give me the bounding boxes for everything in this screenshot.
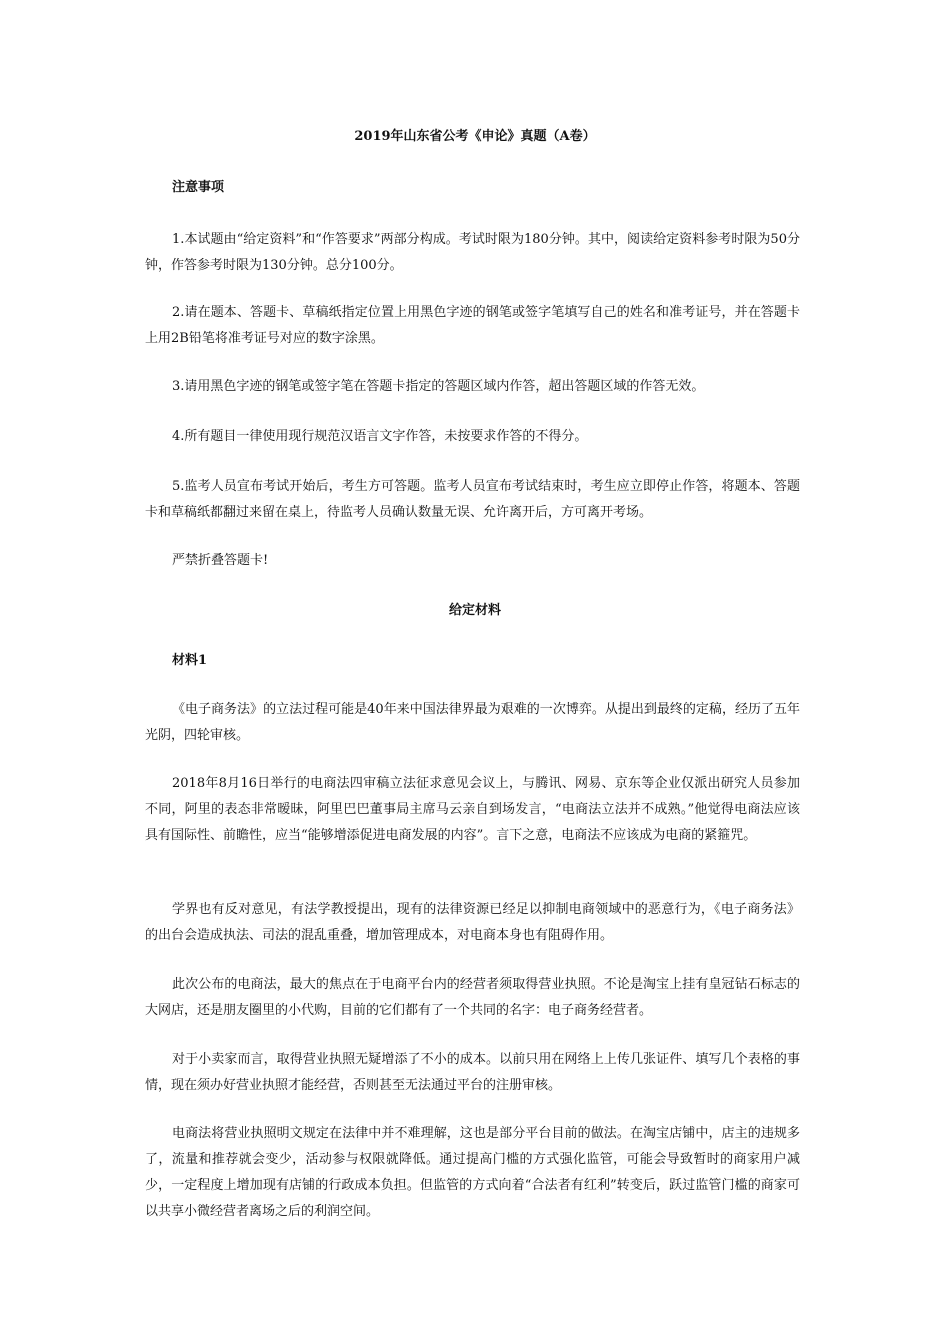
material-1-paragraph-2: 2018年8月16日举行的电商法四审稿立法征求意见会议上，与腾讯、网易、京东等企业仅派出研究人员参加不同，阿里的表态非常暧昧，阿里巴巴董事局主席马云亲自到场发言，“电商法立法并不成熟。”他觉得电商法应该具有国际性、前瞻性，应当“能够增添促进电商发展的内容”。言下之意，电商法不应该成为电商的紧箍咒。 (145, 776, 800, 843)
material-1-heading: 材料1 (172, 653, 208, 668)
notice-item-3: 3.请用黑色字迹的钢笔或签字笔在答题卡指定的答题区域内作答，超出答题区域的作答无效。 (172, 379, 705, 394)
warning-text: 严禁折叠答题卡! (172, 553, 269, 568)
material-1-paragraph-1: 《电子商务法》的立法过程可能是40年来中国法律界最为艰难的一次博弈。从提出到最终的定稿，经历了五年光阴，四轮审核。 (145, 702, 800, 743)
material-1-paragraph-4: 此次公布的电商法，最大的焦点在于电商平台内的经营者须取得营业执照。不论是淘宝上挂有皇冠钻石标志的大网店，还是朋友圈里的小代购，目前的它们都有了一个共同的名字：电子商务经营者。 (145, 977, 800, 1018)
notice-item-5: 5.监考人员宣布考试开始后，考生方可答题。监考人员宣布考试结束时，考生应立即停止作答，将题本、答题卡和草稿纸都翻过来留在桌上，待监考人员确认数量无误、允许离开后，方可离开考场。 (145, 479, 800, 520)
notice-item-1: 1.本试题由“给定资料”和“作答要求”两部分构成。考试时限为180分钟。其中，阅读给定资料参考时限为50分钟，作答参考时限为130分钟。总分100分。 (145, 232, 800, 273)
notice-item-4: 4.所有题目一律使用现行规范汉语言文字作答，未按要求作答的不得分。 (172, 429, 588, 444)
material-1-paragraph-5: 对于小卖家而言，取得营业执照无疑增添了不小的成本。以前只用在网络上上传几张证件、填写几个表格的事情，现在须办好营业执照才能经营，否则甚至无法通过平台的注册审核。 (145, 1052, 800, 1093)
document-title: 2019年山东省公考《申论》真题（A卷） (354, 129, 596, 144)
material-1-paragraph-3: 学界也有反对意见，有法学教授提出，现有的法律资源已经足以抑制电商领域中的恶意行为，《电子商务法》的出台会造成执法、司法的混乱重叠，增加管理成本，对电商本身也有阻碍作用。 (145, 902, 800, 943)
notice-heading: 注意事项 (172, 180, 225, 195)
material-1-paragraph-6: 电商法将营业执照明文规定在法律中并不难理解，这也是部分平台目前的做法。在淘宝店铺中，店主的违规多了，流量和推荐就会变少，活动参与权限就降低。通过提高门槛的方式强化监管，可能会导致暂时的商家用户减少，一定程度上增加现有店铺的行政成本负担。但监管的方式向着“合法者有红利”转变后，跃过监管门槛的商家可以共享小微经营者离场之后的利润空间。 (145, 1126, 800, 1219)
notice-item-2: 2.请在题本、答题卡、草稿纸指定位置上用黑色字迹的钢笔或签字笔填写自己的姓名和准考证号，并在答题卡上用2B铅笔将准考证号对应的数字涂黑。 (145, 305, 800, 346)
materials-heading: 给定材料 (448, 603, 501, 618)
